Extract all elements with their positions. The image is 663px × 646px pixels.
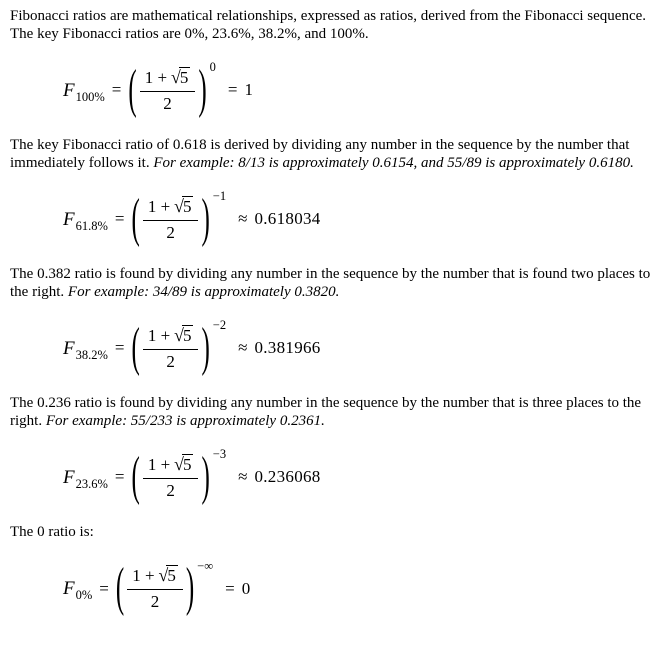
paragraph	[10, 266, 654, 301]
result-value: 0.618034	[254, 209, 321, 228]
formula-subscript: 100%	[75, 89, 105, 104]
numerator	[143, 196, 199, 221]
close-paren: )	[201, 447, 210, 507]
fraction	[140, 67, 196, 114]
section-0-percent	[10, 524, 654, 617]
close-paren: )	[185, 559, 195, 618]
formula-f38-2	[63, 320, 654, 376]
variable-f: F	[63, 208, 75, 230]
fraction	[143, 325, 199, 372]
paragraph-text: The 0.236 ratio is found by dividing any number in the sequence by the number that is three places to the right.	[10, 395, 642, 429]
close-paren: )	[201, 318, 210, 378]
radical-icon: √	[174, 453, 184, 474]
formula-f61-8	[63, 191, 654, 247]
paragraph-text: The 0.382 ratio is found by dividing any number in the sequence by the number that is found two places to the right.	[10, 266, 651, 300]
result-relation: ≈	[238, 338, 248, 357]
result-value: 1	[244, 80, 254, 99]
square-root	[174, 197, 193, 216]
radicand: 5	[182, 454, 192, 474]
numerator	[143, 454, 199, 479]
section-23-6-percent	[10, 395, 654, 505]
equals-sign: =	[99, 578, 109, 598]
square-root	[171, 68, 190, 87]
square-root	[174, 455, 193, 474]
result-relation: =	[227, 80, 238, 99]
radicand: 5	[179, 67, 189, 87]
variable-f: F	[63, 466, 75, 488]
result-relation: =	[225, 578, 235, 598]
equals-sign: =	[114, 338, 125, 357]
variable-f: F	[63, 79, 75, 101]
open-paren: (	[131, 189, 140, 249]
close-paren: )	[198, 60, 207, 120]
equals-sign: =	[111, 80, 122, 99]
square-root	[159, 566, 178, 585]
radical-icon: √	[174, 195, 184, 216]
radical-icon: √	[174, 324, 184, 345]
formula-f100	[63, 62, 654, 118]
formula-subscript: 61.8%	[75, 218, 108, 233]
result-relation: ≈	[238, 467, 248, 486]
formula-lhs	[63, 80, 105, 105]
formula-lhs	[63, 338, 108, 363]
numerator-text: 1 +	[147, 325, 171, 345]
exponent: 0	[209, 60, 216, 74]
paragraph-example-text: For example: 34/89 is approximately 0.3820.	[67, 283, 340, 300]
numerator	[127, 565, 183, 590]
paragraph-example-text: For example: 8/13 is approximately 0.6154, and 55/89 is approximately 0.6180.	[153, 154, 634, 171]
denominator: 2	[166, 222, 175, 242]
denominator: 2	[166, 480, 175, 500]
paragraph-text: Fibonacci ratios are mathematical relationships, expressed as ratios, derived from the Fibonacci sequence. The key Fibonacci ratios are 0%, 23.6%, 38.2%, and 100%.	[10, 8, 647, 42]
section-38-2-percent	[10, 266, 654, 376]
paragraph	[10, 524, 654, 542]
formula-lhs	[63, 578, 92, 603]
formula-subscript: 23.6%	[75, 476, 108, 491]
exponent: −∞	[197, 558, 214, 573]
exponent: −2	[212, 318, 227, 332]
variable-f: F	[63, 578, 75, 599]
paragraph-text: The 0 ratio is:	[10, 524, 94, 540]
numerator-text: 1 +	[147, 196, 171, 216]
denominator: 2	[150, 592, 160, 611]
open-paren: (	[131, 447, 140, 507]
radicand: 5	[182, 325, 192, 345]
paragraph	[10, 8, 654, 43]
numerator-text: 1 +	[147, 454, 171, 474]
denominator: 2	[166, 351, 175, 371]
open-paren: (	[115, 559, 125, 618]
open-paren: (	[131, 318, 140, 378]
fraction	[143, 454, 199, 501]
radicand: 5	[167, 566, 176, 585]
paragraph-example-text: For example: 55/233 is approximately 0.2361.	[45, 412, 325, 429]
exponent: −1	[212, 189, 227, 203]
radical-icon: √	[171, 66, 181, 87]
result-value: 0.236068	[254, 467, 321, 486]
paragraph	[10, 395, 654, 430]
paragraph-text: The key Fibonacci ratio of 0.618 is derived by dividing any number in the sequence by the number that immediately follows it.	[10, 137, 630, 171]
open-paren: (	[128, 60, 137, 120]
variable-f: F	[63, 337, 75, 359]
result-value: 0	[241, 578, 251, 598]
numerator	[140, 67, 196, 92]
formula-subscript: 0%	[75, 588, 93, 602]
denominator: 2	[163, 93, 172, 113]
radicand: 5	[182, 196, 192, 216]
formula-subscript: 38.2%	[75, 347, 108, 362]
formula-f23-6	[63, 449, 654, 505]
result-value: 0.381966	[254, 338, 321, 357]
radical-icon: √	[158, 565, 169, 585]
fraction	[143, 196, 199, 243]
formula-lhs	[63, 467, 108, 492]
exponent: −3	[212, 447, 227, 461]
section-100-percent	[10, 8, 654, 118]
formula-lhs	[63, 209, 108, 234]
numerator	[143, 325, 199, 350]
paragraph	[10, 137, 654, 172]
formula-f0	[63, 558, 654, 618]
numerator-text: 1 +	[132, 566, 155, 585]
section-61-8-percent	[10, 137, 654, 247]
numerator-text: 1 +	[144, 67, 168, 87]
equals-sign: =	[114, 467, 125, 486]
square-root	[174, 326, 193, 345]
equals-sign: =	[114, 209, 125, 228]
fraction	[127, 565, 183, 612]
close-paren: )	[201, 189, 210, 249]
result-relation: ≈	[238, 209, 248, 228]
